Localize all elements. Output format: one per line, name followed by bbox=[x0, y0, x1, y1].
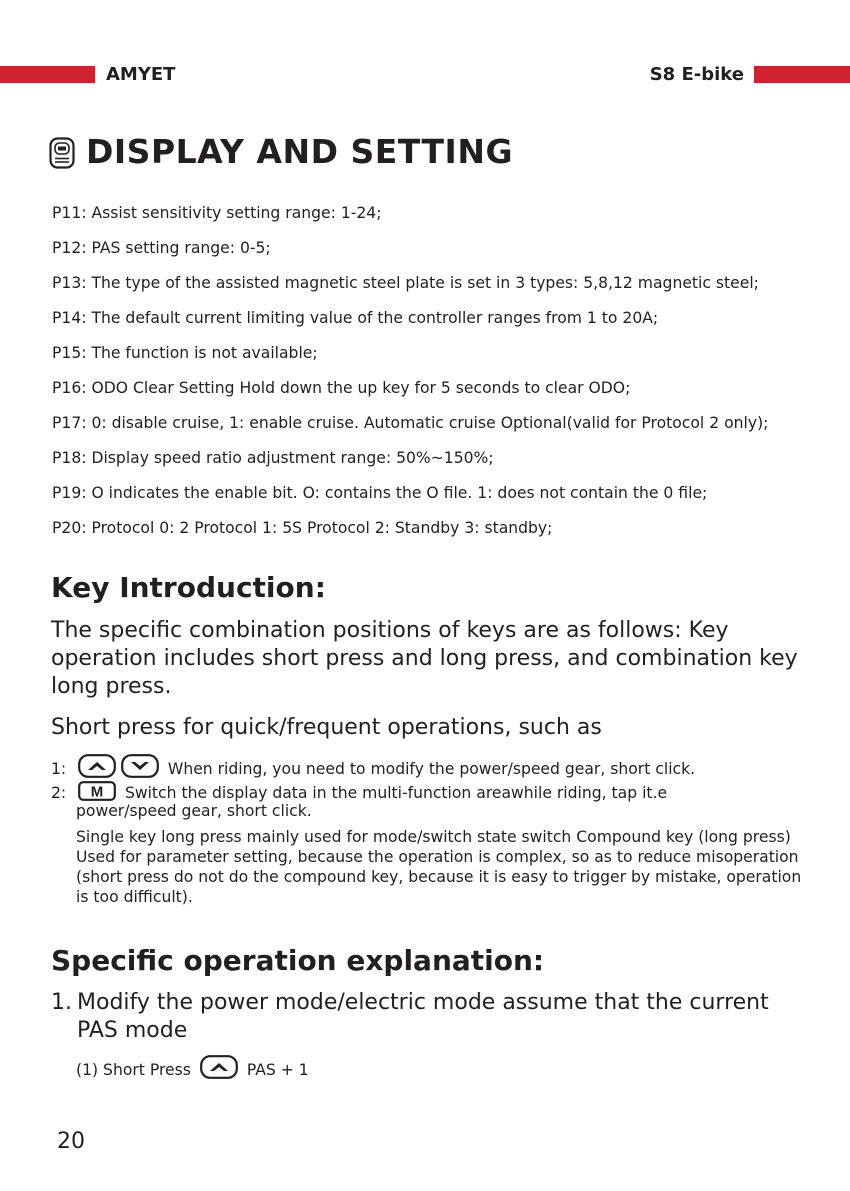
substep-prefix: (1) Short Press bbox=[76, 1061, 191, 1079]
display-unit-icon bbox=[49, 137, 75, 169]
header-band-left bbox=[0, 66, 95, 83]
key-item-number: 1: bbox=[51, 760, 67, 778]
long-press-note: Single key long press mainly used for mode/switch state switch Compound key (long press) Used for parameter setting, because the operation is complex, so as to reduce misoperation (short press do not do the compound key, because it is easy to trigger by mistake, operation is too difficult). bbox=[76, 828, 802, 906]
param-p16: P16: ODO Clear Setting Hold down the up key for 5 seconds to clear ODO; bbox=[52, 379, 631, 397]
key-item-text: When riding, you need to modify the power/speed gear, short click. bbox=[167, 760, 696, 778]
param-p18: P18: Display speed ratio adjustment range: 50%~150%; bbox=[52, 449, 494, 467]
key-item-1 bbox=[51, 754, 811, 779]
down-key-icon bbox=[121, 754, 159, 778]
key-item-2-continuation: power/speed gear, short click. bbox=[76, 802, 312, 820]
operation-substep-1 bbox=[76, 1055, 309, 1081]
param-p12: P12: PAS setting range: 0-5; bbox=[52, 239, 271, 257]
param-p20: P20: Protocol 0: 2 Protocol 1: 5S Protocol 2: Standby 3: standby; bbox=[52, 519, 553, 537]
param-p15: P15: The function is not available; bbox=[52, 344, 318, 362]
short-press-lead: Short press for quick/frequent operations, such as bbox=[51, 715, 602, 740]
header-brand: AMYET bbox=[106, 64, 176, 85]
operation-step-1-continuation: PAS mode bbox=[77, 1018, 188, 1043]
param-p11: P11: Assist sensitivity setting range: 1-24; bbox=[52, 204, 382, 222]
page-number: 20 bbox=[57, 1129, 85, 1154]
key-item-2 bbox=[51, 781, 811, 803]
up-key-icon bbox=[78, 754, 116, 778]
substep-suffix: PAS + 1 bbox=[246, 1061, 309, 1079]
operation-heading: Specific operation explanation: bbox=[51, 944, 545, 977]
parameter-list bbox=[52, 196, 842, 546]
header-model: S8 E-bike bbox=[649, 64, 744, 85]
param-p13: P13: The type of the assisted magnetic steel plate is set in 3 types: 5,8,12 magnetic steel; bbox=[52, 274, 759, 292]
m-key-label: M bbox=[90, 783, 104, 801]
param-p17: P17: 0: disable cruise, 1: enable cruise. Automatic cruise Optional(valid for Protocol 2 only); bbox=[52, 414, 769, 432]
step-text: Modify the power mode/electric mode assume that the current bbox=[77, 990, 769, 1015]
key-item-text: Switch the display data in the multi-function areawhile riding, tap it.e bbox=[124, 784, 668, 802]
header-band-right bbox=[754, 66, 850, 83]
key-intro-paragraph: The specific combination positions of keys are as follows: Key operation includes short press and long press, and combination key long press. bbox=[51, 618, 798, 699]
param-p19: P19: O indicates the enable bit. O: contains the O file. 1: does not contain the 0 file; bbox=[52, 484, 708, 502]
operation-step-1 bbox=[51, 989, 821, 1017]
key-intro-heading: Key Introduction: bbox=[51, 571, 326, 604]
m-key-icon bbox=[78, 781, 116, 801]
key-item-number: 2: bbox=[51, 784, 67, 802]
param-p14: P14: The default current limiting value of the controller ranges from 1 to 20A; bbox=[52, 309, 659, 327]
up-key-icon bbox=[200, 1055, 238, 1079]
step-number: 1. bbox=[51, 990, 72, 1015]
section-title: DISPLAY AND SETTING bbox=[86, 132, 514, 171]
